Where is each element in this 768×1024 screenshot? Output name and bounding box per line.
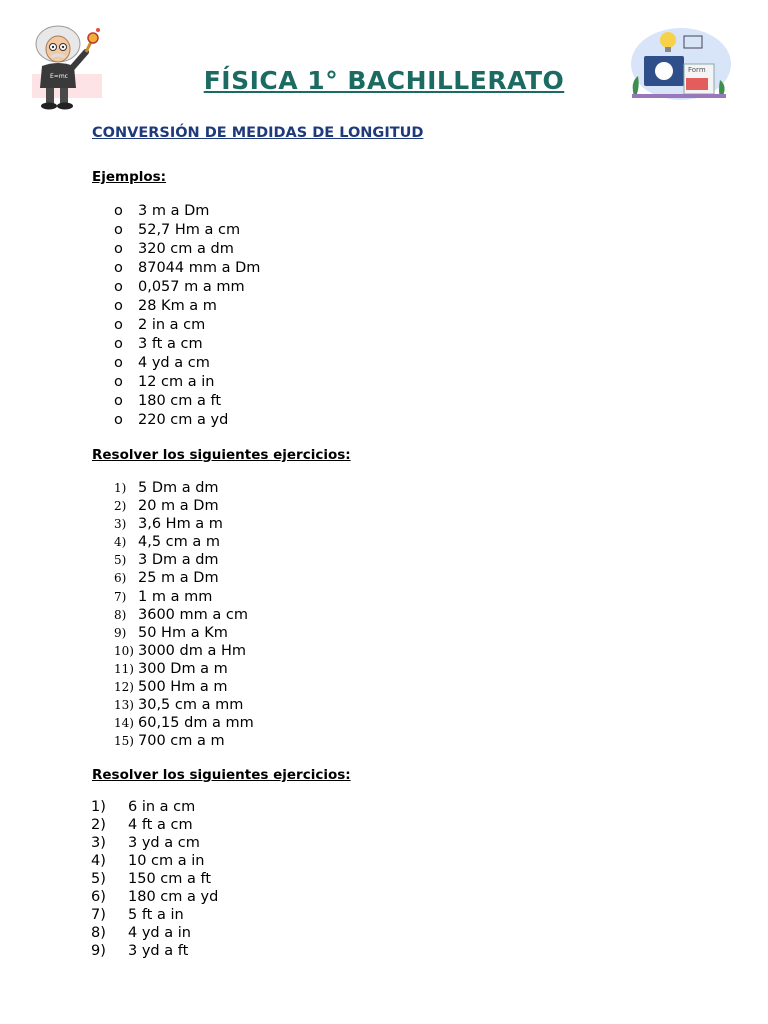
list-item <box>114 240 260 259</box>
bullet-marker: o <box>114 393 123 409</box>
page-title: FÍSICA 1° BACHILLERATO <box>203 66 565 95</box>
item-number: 12) <box>114 680 134 695</box>
list-item <box>114 335 260 354</box>
exercises-2-list <box>91 798 218 960</box>
exercise-text: 20 m a Dm <box>138 498 219 515</box>
example-text: 180 cm a ft <box>138 393 222 409</box>
list-item <box>114 642 254 660</box>
exercise-text: 30,5 cm a mm <box>138 697 244 714</box>
list-item <box>114 606 254 624</box>
bullet-marker: o <box>114 260 123 276</box>
exercises-1-heading: Resolver los siguientes ejercicios: <box>92 447 351 463</box>
list-item <box>114 660 254 678</box>
list-item <box>114 678 254 696</box>
list-item <box>114 732 254 750</box>
item-number: 3) <box>91 835 106 851</box>
list-item <box>114 354 260 373</box>
bullet-marker: o <box>114 374 123 390</box>
list-item <box>114 297 260 316</box>
exercise-text: 6 in a cm <box>128 799 196 815</box>
exercise-text: 300 Dm a m <box>138 660 228 677</box>
bullet-marker: o <box>114 279 123 295</box>
list-item <box>91 924 218 942</box>
list-item <box>114 479 254 497</box>
list-item <box>114 533 254 551</box>
item-number: 4) <box>91 853 106 869</box>
exercise-text: 5 ft a in <box>128 907 184 923</box>
list-item <box>114 373 260 392</box>
item-number: 4) <box>114 535 127 550</box>
exercise-text: 150 cm a ft <box>128 871 212 887</box>
exercise-text: 1 m a mm <box>138 588 213 605</box>
list-item <box>114 411 260 430</box>
example-text: 87044 mm a Dm <box>138 260 261 276</box>
examples-heading: Ejemplos: <box>92 169 167 185</box>
exercises-2-heading: Resolver los siguientes ejercicios: <box>92 767 351 783</box>
list-item <box>91 834 218 852</box>
item-number: 5) <box>114 553 127 568</box>
exercise-text: 180 cm a yd <box>128 889 219 905</box>
list-item <box>114 202 260 221</box>
item-number: 8) <box>114 607 127 622</box>
exercise-text: 60,15 dm a mm <box>138 715 254 732</box>
item-number: 5) <box>91 871 106 887</box>
bullet-marker: o <box>114 222 123 238</box>
bullet-marker: o <box>114 355 123 371</box>
item-number: 11) <box>114 661 134 676</box>
examples-list <box>114 202 260 430</box>
bullet-marker: o <box>114 412 123 428</box>
list-item <box>114 588 254 606</box>
list-item <box>91 870 218 888</box>
exercise-text: 3600 mm a cm <box>138 606 248 623</box>
list-item <box>114 221 260 240</box>
list-item <box>91 906 218 924</box>
bullet-marker: o <box>114 241 123 257</box>
list-item <box>91 816 218 834</box>
exercise-text: 4 ft a cm <box>128 817 193 833</box>
item-number: 15) <box>114 734 134 749</box>
list-item <box>114 569 254 587</box>
list-item <box>114 278 260 297</box>
list-item <box>114 497 254 515</box>
exercise-text: 3 yd a cm <box>128 835 200 851</box>
example-text: 4 yd a cm <box>138 355 210 371</box>
item-number: 13) <box>114 698 134 713</box>
bullet-marker: o <box>114 298 123 314</box>
list-item <box>91 798 218 816</box>
list-item <box>114 696 254 714</box>
item-number: 9) <box>91 943 106 959</box>
example-text: 3 m a Dm <box>138 203 210 219</box>
exercises-1-list <box>114 479 254 750</box>
item-number: 1) <box>91 799 106 815</box>
item-number: 2) <box>114 499 127 514</box>
item-number: 14) <box>114 716 134 731</box>
item-number: 1) <box>114 481 127 495</box>
list-item <box>114 714 254 732</box>
example-text: 0,057 m a mm <box>138 279 245 295</box>
document-subtitle: CONVERSIÓN DE MEDIDAS DE LONGITUD <box>92 125 424 141</box>
item-number: 8) <box>91 925 106 941</box>
bullet-marker: o <box>114 317 123 333</box>
exercise-text: 500 Hm a m <box>138 679 228 696</box>
list-item <box>91 852 218 870</box>
example-text: 3 ft a cm <box>138 336 203 352</box>
item-number: 9) <box>114 625 127 640</box>
example-text: 220 cm a yd <box>138 412 229 428</box>
exercise-text: 3,6 Hm a m <box>138 516 223 533</box>
example-text: 320 cm a dm <box>138 241 234 257</box>
exercise-text: 3 Dm a dm <box>138 552 219 569</box>
example-text: 2 in a cm <box>138 317 206 333</box>
exercise-text: 4,5 cm a m <box>138 534 220 551</box>
item-number: 10) <box>114 643 134 658</box>
exercise-text: 25 m a Dm <box>138 570 219 587</box>
list-item <box>114 316 260 335</box>
exercise-text: 50 Hm a Km <box>138 624 228 641</box>
item-number: 3) <box>114 517 127 532</box>
item-number: 6) <box>114 571 127 586</box>
exercise-text: 3 yd a ft <box>128 943 189 959</box>
item-number: 6) <box>91 889 106 905</box>
list-item <box>114 551 254 569</box>
list-item <box>91 942 218 960</box>
example-text: 52,7 Hm a cm <box>138 222 241 238</box>
svg-text:E=mc: E=mc <box>50 73 68 80</box>
list-item <box>114 624 254 642</box>
item-number: 7) <box>114 589 127 604</box>
form-label: Form <box>688 66 706 74</box>
exercise-text: 4 yd a in <box>128 925 191 941</box>
item-number: 7) <box>91 907 106 923</box>
exercise-text: 700 cm a m <box>138 733 225 750</box>
example-text: 12 cm a in <box>138 374 215 390</box>
example-text: 28 Km a m <box>138 298 217 314</box>
list-item <box>114 259 260 278</box>
item-number: 2) <box>91 817 106 833</box>
bullet-marker: o <box>114 203 123 219</box>
exercise-text: 5 Dm a dm <box>138 480 219 496</box>
list-item <box>114 392 260 411</box>
exercise-text: 3000 dm a Hm <box>138 642 246 659</box>
list-item <box>114 515 254 533</box>
list-item <box>91 888 218 906</box>
bullet-marker: o <box>114 336 123 352</box>
exercise-text: 10 cm a in <box>128 853 205 869</box>
